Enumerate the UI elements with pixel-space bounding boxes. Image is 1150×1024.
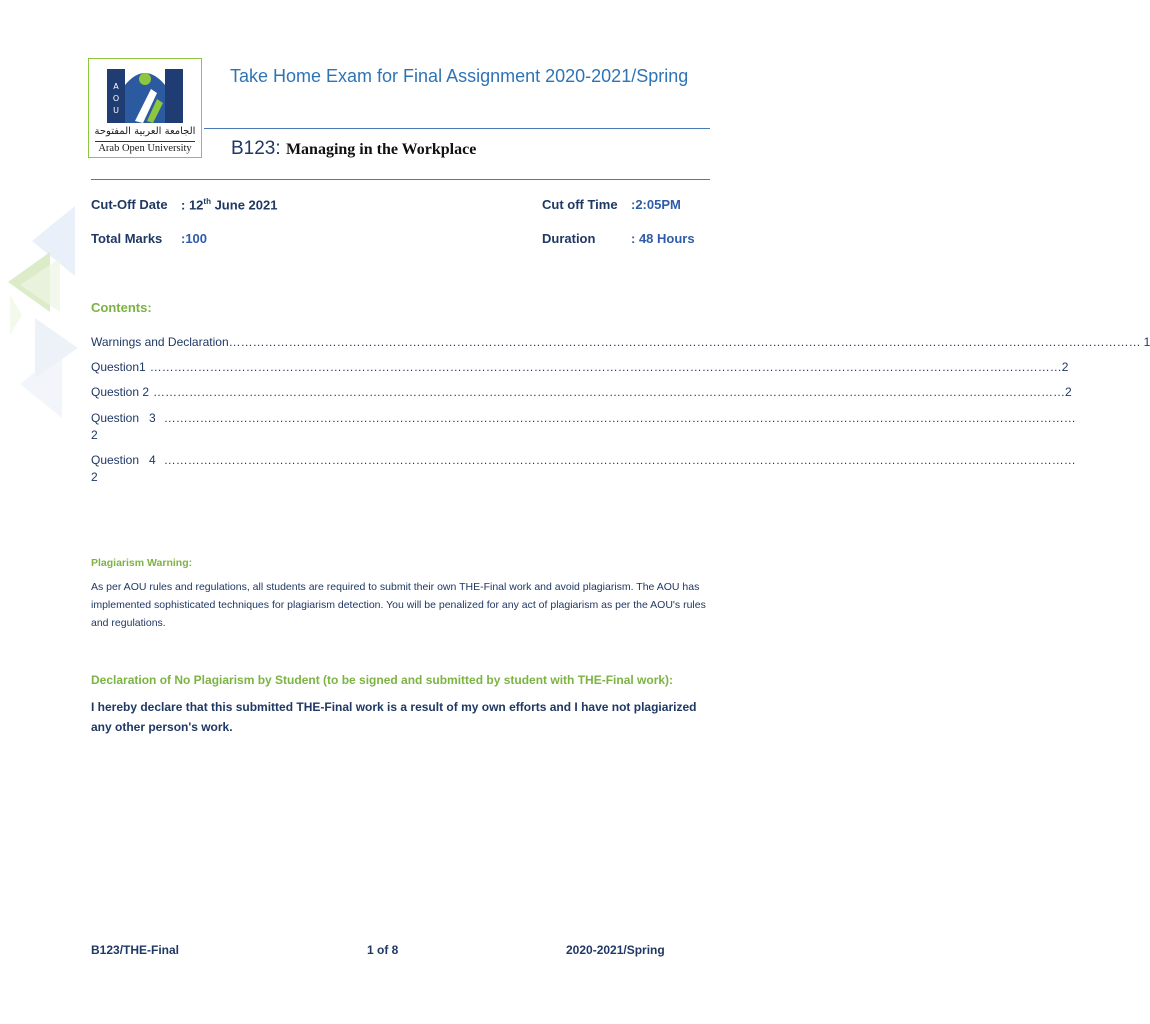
contents-heading: Contents:: [91, 300, 152, 315]
cutoff-date-ordinal: th: [203, 197, 211, 206]
toc-leader-dots: …………………………………………………………………………………………………………………………………………………………………………………………………………: [149, 360, 1062, 374]
toc-entry-page: 2: [91, 470, 98, 484]
toc-entry-question-1[interactable]: [91, 360, 1069, 374]
toc-entry-page: 2: [91, 428, 98, 442]
duration-label: Duration: [542, 231, 596, 246]
toc-entry-title: Question 4: [91, 453, 156, 467]
toc-entry-title: Question 2: [91, 385, 150, 399]
header-divider: [204, 128, 710, 129]
toc-leader-dots: …………………………………………………………………………………………………………………………………………………………………………………………………………: [153, 385, 1066, 399]
toc-entry-title: Warnings and Declaration: [91, 335, 229, 349]
cutoff-time-label: Cut off Time: [542, 197, 618, 212]
footer-page-number: 1 of 8: [367, 943, 399, 957]
aou-emblem-icon: [107, 65, 183, 125]
course-title: [231, 138, 476, 160]
toc-entry-title: Question 3: [91, 411, 156, 425]
course-name: Managing in the Workplace: [285, 141, 477, 158]
toc-leader-dots: …………………………………………………………………………………………………………………………………………………………………………………………………………: [163, 411, 1076, 425]
logo-arabic-name: الجامعة العربية المفتوحة: [94, 126, 196, 137]
cutoff-date-value: [181, 197, 277, 212]
course-code: B123:: [231, 138, 281, 159]
declaration-body: I hereby declare that this submitted THE-Final work is a result of my own efforts and I have not plagiarized any other person's work.: [91, 700, 697, 734]
total-marks-label: Total Marks: [91, 231, 163, 246]
svg-text:O: O: [112, 94, 120, 103]
university-logo: [88, 58, 202, 158]
svg-text:A: A: [113, 82, 119, 91]
toc-entry-page: 1: [1143, 335, 1150, 349]
logo-english-name: Arab Open University: [95, 141, 195, 154]
toc-entry-page: 2: [1065, 385, 1072, 399]
toc-entry-question-2[interactable]: [91, 385, 1072, 399]
header-bottom-divider: [91, 179, 710, 180]
cutoff-date-label: Cut-Off Date: [91, 197, 168, 212]
plagiarism-warning-heading: Plagiarism Warning:: [91, 557, 193, 569]
svg-text:U: U: [113, 106, 119, 115]
declaration-heading: Declaration of No Plagiarism by Student (to be signed and submitted by student with THE-Final work):: [91, 673, 674, 687]
toc-entry-page: 2: [1061, 360, 1069, 374]
toc-entry-question-4[interactable]: [91, 453, 1076, 484]
cutoff-time-value: :2:05PM: [631, 197, 681, 212]
decorative-triangles: [0, 200, 90, 430]
footer-term: 2020-2021/Spring: [566, 943, 665, 957]
toc-leader-dots: …………………………………………………………………………………………………………………………………………………………………………………………………………: [228, 335, 1141, 349]
cutoff-date-day: : 12: [181, 197, 204, 213]
toc-entry-title: Question1: [91, 360, 146, 374]
plagiarism-warning-body: As per AOU rules and regulations, all students are required to submit their own THE-Final work and avoid plagiarism. The AOU has implemented sophisticated techniques for plagiarism detection. You will be penalized for any act of plagiarism as per the AOU's rules and regulations.: [91, 581, 706, 629]
toc-entry-warnings[interactable]: [91, 335, 1150, 349]
exam-title: Take Home Exam for Final Assignment 2020-2021/Spring: [230, 66, 689, 86]
cutoff-date-month-year: June 2021: [210, 197, 278, 213]
footer-course-ref: B123/THE-Final: [91, 943, 180, 957]
toc-leader-dots: …………………………………………………………………………………………………………………………………………………………………………………………………………: [163, 453, 1076, 467]
toc-entry-question-3[interactable]: [91, 411, 1076, 442]
duration-value: : 48 Hours: [631, 231, 695, 246]
total-marks-value: :100: [181, 231, 208, 246]
